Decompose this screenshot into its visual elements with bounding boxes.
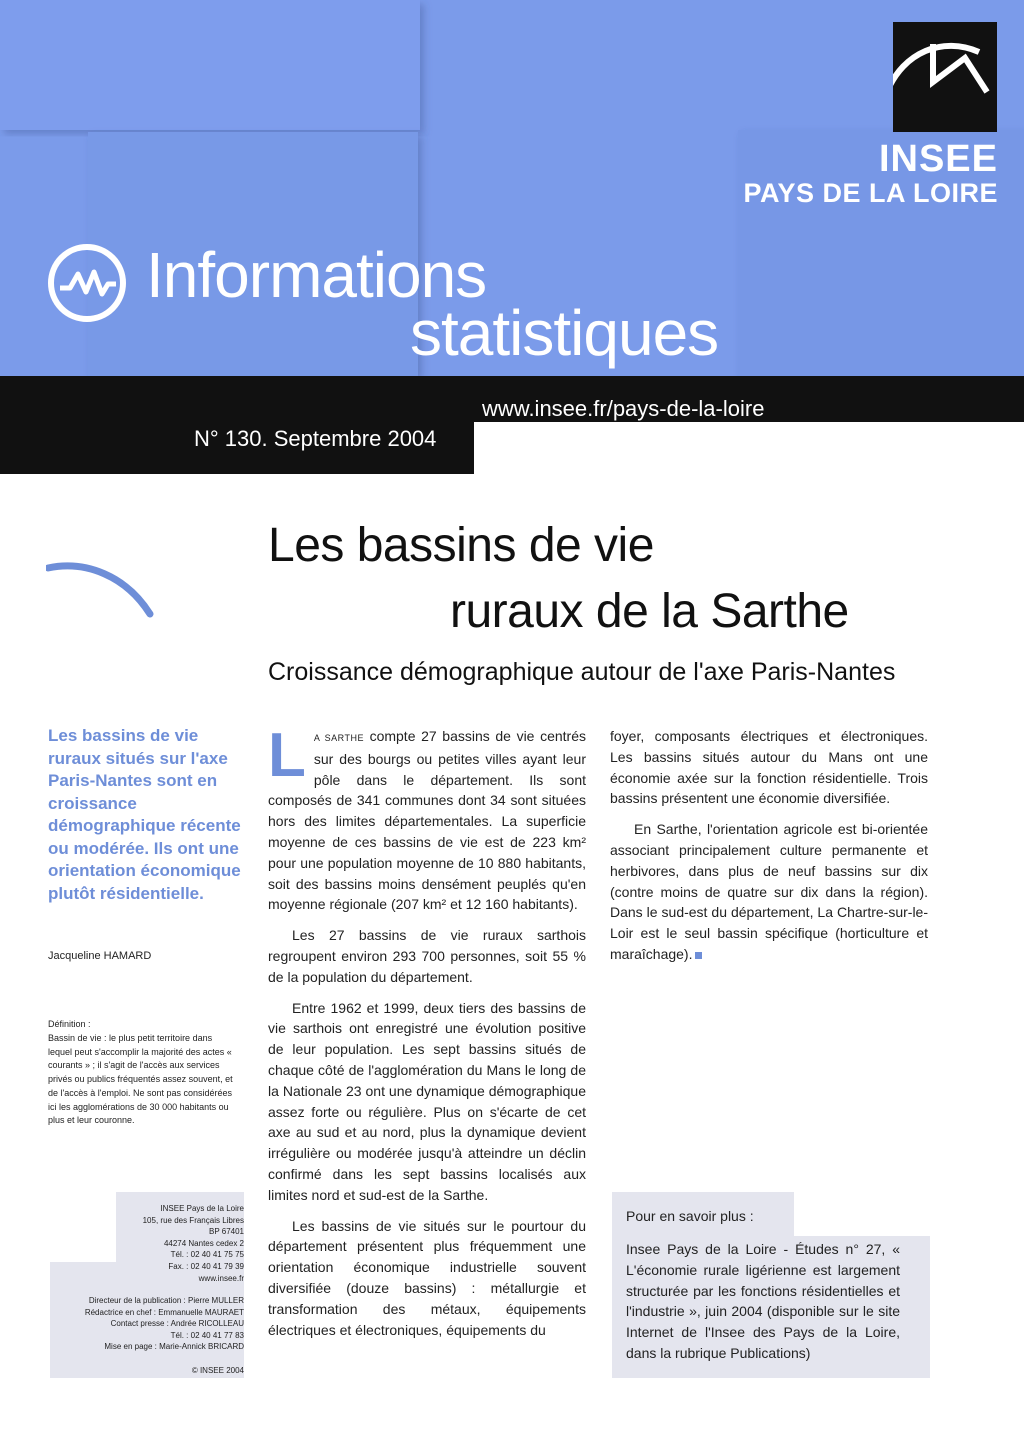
credit-line: Directeur de la publication : Pierre MULLER (88, 1296, 244, 1305)
body-column-1 (268, 721, 586, 1350)
smallcaps-lead: A SARTHE (313, 733, 364, 743)
paragraph (268, 721, 586, 915)
address-line: Tél. : 02 40 41 75 75 (170, 1250, 244, 1260)
address-line: Fax. : 02 40 41 79 39 (168, 1261, 244, 1271)
article-subtitle: Croissance démographique autour de l'axe Paris-Nantes (268, 658, 896, 686)
paragraph: foyer, composants électriques et électroniques. Les bassins situés autour du Mans ont une économie axée sur la fonction résidentielle. Trois bassins présentent une économie diversifiée. (610, 728, 928, 807)
article-title-line1: Les bassins de vie (268, 519, 654, 572)
address-line: 44274 Nantes cedex 2 (163, 1238, 244, 1248)
paragraph: Entre 1962 et 1999, deux tiers des bassins de vie sarthois ont enregistré une évolution positive de leur population. Les sept bassins situés de chaque côté de l'agglomération du Mans le long de la Nationale 23 ont une dynamique démographique assez forte ou régulière. Plus on s'écarte de cet axe au sud et au nord, plus la dynamique devient irrégulière ou modérée jusqu'à atteindre un déclin confirmé dans les sept bassins localisés aux limites nord et sud-est de la Sarthe. (268, 999, 586, 1203)
publication-credits (52, 1295, 244, 1353)
insee-logo (893, 22, 997, 132)
credit-line: Tél. : 02 40 41 77 83 (170, 1330, 244, 1340)
paragraph-text: compte 27 bassins de vie centrés sur des bourgs ou petites villes ayant leur pôle dans le département. Ils sont composés de 341 communes dont 34 sont situées hors des limites départementales. La superficie moyenne de ces bassins de vie est de 223 km² pour une population moyenne de 10 880 habitants, soit des bassins moins densément peuplés qu'en moyenne régionale (207 km² et 12 160 habitants). (268, 728, 586, 913)
paragraph (610, 819, 928, 965)
informations-statistiques-icon (46, 242, 128, 324)
credit-line: Mise en page : Marie-Annick BRICARD (104, 1342, 244, 1352)
address-line[interactable]: www.insee.fr (198, 1273, 244, 1283)
article-title-line2: ruraux de la Sarthe (450, 585, 849, 638)
credit-line: Rédactrice en chef : Emmanuelle MAURAET (84, 1307, 244, 1317)
end-square-icon (695, 952, 702, 959)
series-title-line1: Informations (146, 239, 487, 311)
body-column-2 (610, 726, 928, 975)
paragraph: Les bassins de vie situés sur le pourtour du département présentent plus fréquemment une orientation économique industrielle souvent diversifiée (douze bassins) : métallurgie et transformation des métaux, équipements électriques et électroniques, équipements du (268, 1217, 586, 1338)
definition-heading: Définition : (48, 1019, 91, 1029)
series-title-line2: statistiques (410, 297, 719, 369)
region-name: PAYS DE LA LOIRE (743, 178, 998, 208)
author: Jacqueline HAMARD (48, 950, 152, 962)
paragraph-text: En Sarthe, l'orientation agricole est bi-orientée associant principalement culture permanente et herbivores, dans plus de neuf bassins sur dix (contre moins de quatre sur dix dans la région). Dans le sud-est du département, La Chartre-sur-le-Loir est le seul bassin spécifique (horticulture et maraîchage). (610, 821, 928, 962)
drop-cap: L (268, 721, 306, 790)
publisher-address (118, 1203, 244, 1284)
address-line: INSEE Pays de la Loire (160, 1204, 244, 1213)
credit-line: Contact presse : Andrée RICOLLEAU (110, 1319, 244, 1329)
insee-logo-icon (893, 22, 997, 132)
decorative-arc-icon (46, 556, 158, 622)
issue-number: N° 130. Septembre 2004 (194, 426, 437, 451)
copyright: © INSEE 2004 (191, 1366, 244, 1375)
paragraph: Les 27 bassins de vie ruraux sarthois regroupent environ 293 700 personnes, soit 55 % de la population du département. (268, 927, 586, 985)
address-line: BP 67401 (209, 1227, 244, 1237)
address-line: 105, rue des Français Libres (142, 1215, 244, 1225)
definition-text: Bassin de vie : le plus petit territoire dans lequel peut s'accomplir la majorité des actes « courants » ; il s'agit de l'accès aux services privés ou publics fréquentés assez souvent, et de l'accès à l'emploi. Ne sont pas considérées ici les agglomérations de 30 000 habitants ou plus et leur couronne. (48, 1033, 233, 1126)
more-info-text: Insee Pays de la Loire - Études n° 27, « L'économie rurale ligérienne est largement structurée par les fonctions résidentielles et l'industrie », juin 2004 (disponible sur le site Internet de l'Insee des Pays de la Loire, dans la rubrique Publications) (626, 1241, 900, 1361)
more-info-heading: Pour en savoir plus : (626, 1208, 754, 1224)
website-link[interactable]: www.insee.fr/pays-de-la-loire (482, 396, 765, 421)
org-name: INSEE (878, 138, 998, 180)
lead-summary: Les bassins de vie ruraux situés sur l'axe Paris-Nantes sont en croissance démographique récente ou modérée. Ils ont une orientation économique plutôt résidentielle. (48, 726, 241, 903)
